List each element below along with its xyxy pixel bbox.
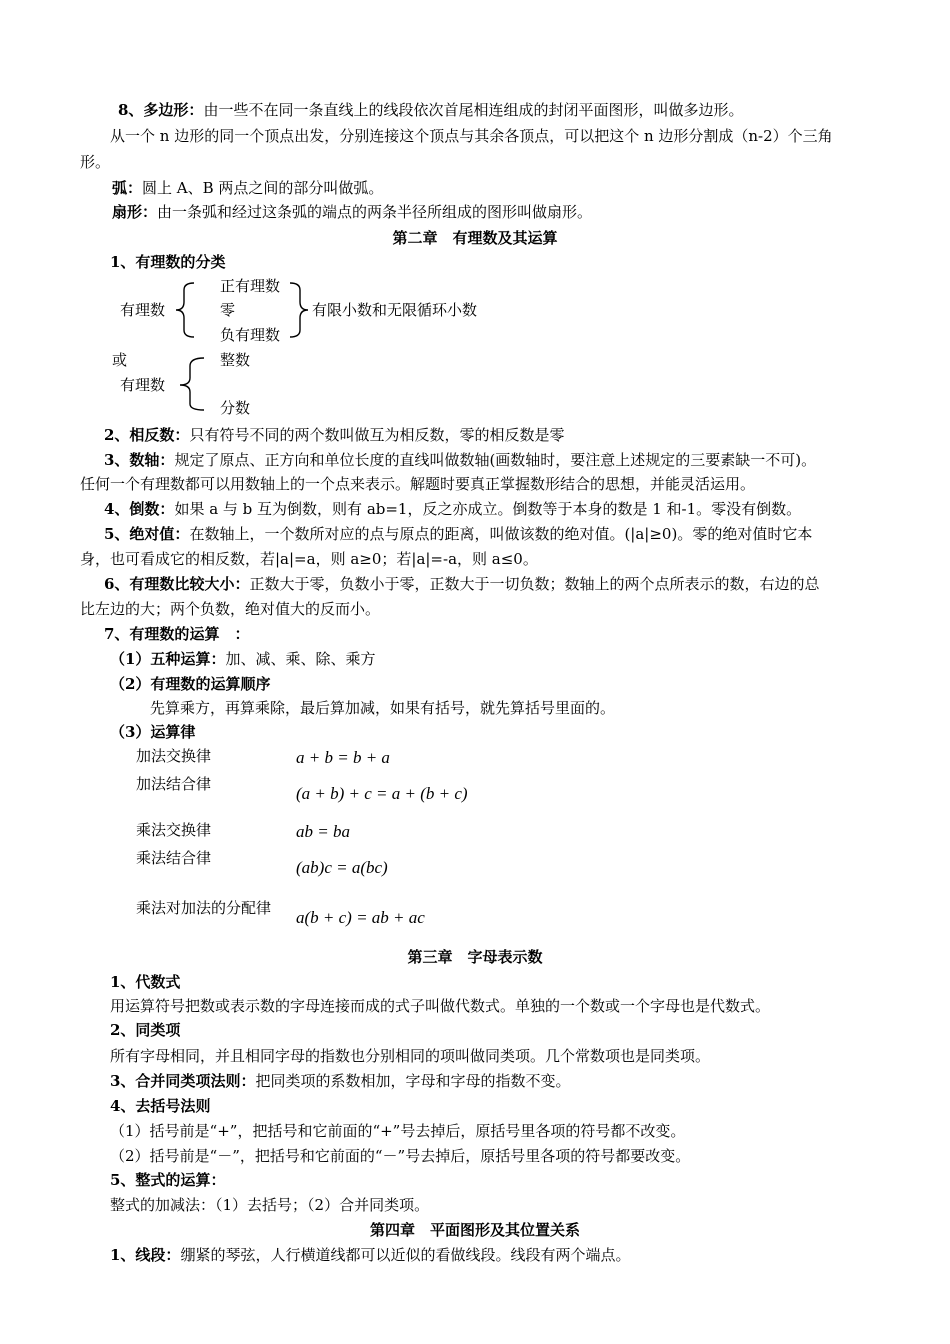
polynomial-ops-text: 整式的加减法：（1）去括号；（2）合并同类项。 (110, 1196, 430, 1214)
classification1-negative: 负有理数 (220, 326, 281, 344)
remove-brackets-rule1: （1）括号前是“+”，把括号和它前面的“+”号去掉后，原括号里各项的符号都不改变。 (110, 1122, 686, 1140)
compare-size (104, 574, 819, 594)
law-formula: a(b + c) = ab + ac (296, 908, 425, 927)
polygon-heading: 8、多边形： (118, 101, 204, 119)
algebraic-expression-text: 用运算符号把数或表示数的字母连接而成的式子叫做代数式。单独的一个数或一个字母也是代数式。 (110, 997, 771, 1015)
arc-text: 圆上 A、B 两点之间的部分叫做弧。 (142, 179, 384, 197)
line-segment-text: 绷紧的琴弦，人行横道线都可以近似的看做线段。线段有两个端点。 (180, 1246, 631, 1264)
absolute-value-text2: 身，也可看成它的相反数，若|a|=a，则 a≥0；若|a|=-a，则 a≤0。 (80, 550, 538, 568)
law-name: 乘法对加法的分配律 (136, 899, 272, 917)
like-terms-heading: 2、同类项 (110, 1021, 181, 1039)
arc-heading: 弧： (112, 179, 143, 197)
law-formula: (ab)c = a(bc) (296, 858, 388, 877)
algebraic-expression-heading: 1、代数式 (110, 973, 181, 991)
classification2-fraction: 分数 (220, 399, 251, 417)
chapter3-title: 第三章 字母表示数 (407, 948, 543, 966)
law-formula: ab = ba (296, 822, 350, 841)
absolute-value-heading: 5、绝对值： (104, 525, 190, 543)
combine-like-terms (110, 1071, 570, 1091)
opposite-text: 只有符号不同的两个数叫做互为相反数，零的相反数是零 (189, 426, 565, 444)
five-operations-heading: （1）五种运算： (110, 650, 226, 668)
operation-order-text: 先算乘方，再算乘除，最后算加减，如果有括号，就先算括号里面的。 (150, 699, 616, 717)
opposite-heading: 2、相反数： (104, 426, 190, 444)
remove-brackets-heading: 4、去括号法则 (110, 1097, 211, 1115)
compare-text2: 比左边的大；两个负数，绝对值大的反而小。 (80, 600, 381, 618)
remove-brackets-rule2: （2）括号前是“－”，把括号和它前面的“－”号去掉后，原括号里各项的符号都要改变。 (110, 1147, 691, 1165)
right-brace-1 (290, 283, 308, 337)
polygon-text: 由一些不在同一条直线上的线段依次首尾相连组成的封闭平面图形，叫做多边形。 (203, 101, 744, 119)
absolute-value (104, 524, 812, 544)
number-line (104, 450, 816, 470)
classification1-note: 有限小数和无限循环小数 (312, 301, 478, 319)
combine-heading: 3、合并同类项法则： (110, 1072, 256, 1090)
classification2-integer: 整数 (220, 351, 251, 369)
left-brace-1 (176, 283, 194, 337)
chapter2-title: 第二章 有理数及其运算 (392, 229, 558, 247)
compare-text1: 正数大于零，负数小于零，正数大于一切负数；数轴上的两个点所表示的数，右边的总 (249, 575, 820, 593)
reciprocal-heading: 4、倒数： (104, 500, 175, 518)
law-formula: a + b = b + a (296, 748, 390, 767)
law-name: 加法结合律 (136, 775, 212, 793)
laws-heading: （3）运算律 (110, 723, 196, 741)
classification1-zero: 零 (220, 301, 236, 319)
left-brace-2 (180, 358, 204, 410)
five-operations (110, 649, 375, 669)
law-name: 乘法交换律 (136, 821, 212, 839)
line-segment-heading: 1、线段： (110, 1246, 181, 1264)
classification2-root: 有理数 (120, 376, 166, 394)
operation-order-heading: （2）有理数的运算顺序 (110, 675, 271, 693)
operations-heading: 7、有理数的运算 ： (104, 625, 250, 643)
compare-heading: 6、有理数比较大小： (104, 575, 250, 593)
reciprocal (104, 499, 801, 519)
reciprocal-text: 如果 a 与 b 互为倒数，则有 ab=1，反之亦成立。倒数等于本身的数是 1 和-1。零没有倒数。 (174, 500, 802, 518)
classification1-root: 有理数 (120, 301, 166, 319)
like-terms-text: 所有字母相同，并且相同字母的指数也分别相同的项叫做同类项。几个常数项也是同类项。 (110, 1047, 711, 1065)
number-line-text1: 规定了原点、正方向和单位长度的直线叫做数轴(画数轴时，要注意上述规定的三要素缺一不可)。 (174, 451, 817, 469)
or-label: 或 (112, 351, 128, 369)
number-line-heading: 3、数轴： (104, 451, 175, 469)
law-name: 加法交换律 (136, 747, 212, 765)
number-line-text2: 任何一个有理数都可以用数轴上的一个点来表示。解题时要真正掌握数形结合的思想，并能灵活运用。 (80, 475, 756, 493)
law-formula: (a + b) + c = a + (b + c) (296, 784, 468, 803)
line-segment (110, 1245, 630, 1265)
classification1-positive: 正有理数 (220, 277, 281, 295)
polygon-division-line2: 形。 (80, 153, 111, 171)
polynomial-ops-heading: 5、整式的运算： (110, 1171, 226, 1189)
ch2-s1-heading: 1、有理数的分类 (110, 253, 226, 271)
law-name: 乘法结合律 (136, 849, 212, 867)
absolute-value-text1: 在数轴上，一个数所对应的点与原点的距离，叫做该数的绝对值。(|a|≥0)。零的绝对值时它本 (189, 525, 813, 543)
sector-text: 由一条弧和经过这条弧的端点的两条半径所组成的图形叫做扇形。 (157, 203, 593, 221)
opposite-number (104, 425, 564, 445)
combine-text: 把同类项的系数相加，字母和字母的指数不变。 (255, 1072, 571, 1090)
five-operations-text: 加、减、乘、除、乘方 (225, 650, 376, 668)
polygon-division-line1: 从一个 n 边形的同一个顶点出发，分别连接这个顶点与其余各顶点，可以把这个 n 边形分割成（n-2）个三角 (110, 127, 833, 145)
sector-heading: 扇形： (112, 203, 158, 221)
chapter4-title: 第四章 平面图形及其位置关系 (369, 1221, 580, 1239)
